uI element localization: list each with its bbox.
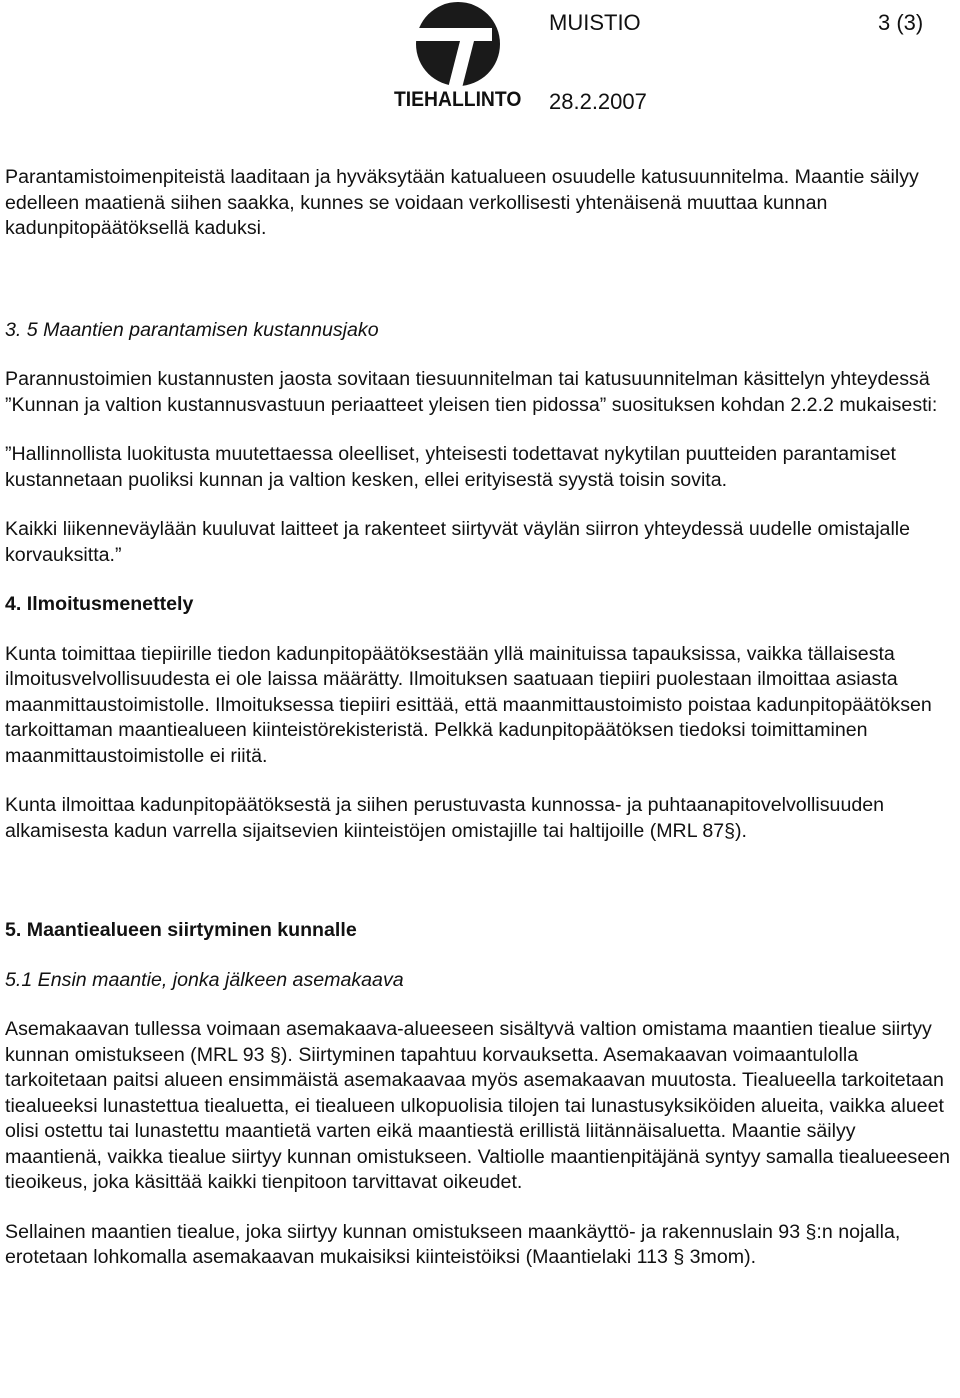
paragraph: Kunta ilmoittaa kadunpitopäätöksestä ja siihen perustuvasta kunnossa- ja puhtaanapitovelvollisuuden alkamisesta kadun varrella sijaitsevien kiinteistöjen omistajille tai haltijoille (MRL 87§). — [5, 794, 885, 842]
document-date: 28.2.2007 — [549, 89, 647, 114]
paragraph: Asemakaavan tullessa voimaan asemakaava-alueeseen sisältyvä valtion omistama maantien tiealue siirtyy kunnan omistukseen (MRL 93 §). Siirtyminen tapahtuu korvauksetta. Asemakaavan voimaantulolla tarkoitetaan paitsi alueen ensimmäistä asemakaavaa myös asemakaavan muutosta. Tiealueella tarkoitetaan tiealueeksi lunastettua tiealuetta, ei tiealueen ulkopuolisia tilojen tai lunastusyksiköiden alueita, vaikka alueet olisi ostettu tai lunastettu maantietä varten eikä maantiestä erillistä liitännäisaluetta. Maantie säilyy maantienä, vaikka tiealue siirtyy kunnan omistukseen. Valtiolle maantienpitäjänä syntyy samalla tiealueeseen tieoikeus, joka käsittää kaikki tienpitoon tarvittavat oikeudet. — [5, 1018, 951, 1193]
section-heading-3-5: 3. 5 Maantien parantamisen kustannusjako — [5, 318, 379, 341]
quoted-paragraph: Kaikki liikenneväylään kuuluvat laitteet ja rakenteet siirtyvät väylän siirron yhteydessä uudelle omistajalle korvauksitta.” — [5, 518, 911, 566]
paragraph: Parannustoimien kustannusten jaosta sovitaan tiesuunnitelman tai katusuunnitelman käsittelyn yhteydessä ”Kunnan ja valtion kustannusvastuun periaatteet yleisen tien pidossa” suosituksen kohdan 2.2.2 mukaisesti: — [5, 368, 938, 416]
section-heading-5: 5. Maantiealueen siirtyminen kunnalle — [5, 919, 357, 941]
logo-text: TIEHALLINTO — [394, 88, 522, 111]
section-heading-4: 4. Ilmoitusmenettely — [5, 593, 194, 615]
section-heading-5-1: 5.1 Ensin maantie, jonka jälkeen asemakaava — [5, 968, 404, 991]
quoted-paragraph: ”Hallinnollista luokitusta muutettaessa oleelliset, yhteisesti todettavat nykytilan puutteiden parantamiset kustannetaan puoliksi kunnan ja valtion kesken, ellei erityisestä syystä toisin sovita. — [5, 443, 896, 491]
tiehallinto-logo — [390, 0, 526, 112]
paragraph: Sellainen maantien tiealue, joka siirtyy kunnan omistukseen maankäyttö- ja rakennuslain 93 §:n nojalla, erotetaan lohkomalla asemakaavan mukaisiksi kiinteistöiksi (Maantielaki 113 § 3mom). — [5, 1220, 901, 1268]
document-body — [5, 165, 957, 1271]
page-number: 3 (3) — [878, 10, 924, 35]
paragraph: Kunta toimittaa tiepiirille tiedon kadunpitopäätöksestään yllä mainituissa tapauksissa, vaikka tällaisesta ilmoitusvelvollisuudesta ei ole laissa määrätty. Ilmoituksen saatuaan tiepiiri puolestaan ilmoittaa asiasta maanmittaustoimistolle. Ilmoituksessa tiepiiri esittää, että maanmittaustoimisto poistaa kadunpitopäätöksen tarkoittaman maantiealueen kiinteistörekisteristä. Pelkkä kadunpitopäätöksen tiedoksi toimittaminen maanmittaustoimistolle ei riitä. — [5, 642, 932, 767]
tiehallinto-emblem-icon — [390, 0, 526, 90]
document-type: MUISTIO — [549, 10, 641, 35]
paragraph: Parantamistoimenpiteistä laaditaan ja hyväksytään katualueen osuudelle katusuunnitelma. Maantie säilyy edelleen maatienä siihen saakka, kunnes se voidaan verkollisesti yhtenäisenä muuttaa kunnan kadunpitopäätöksellä kaduksi. — [5, 166, 919, 239]
